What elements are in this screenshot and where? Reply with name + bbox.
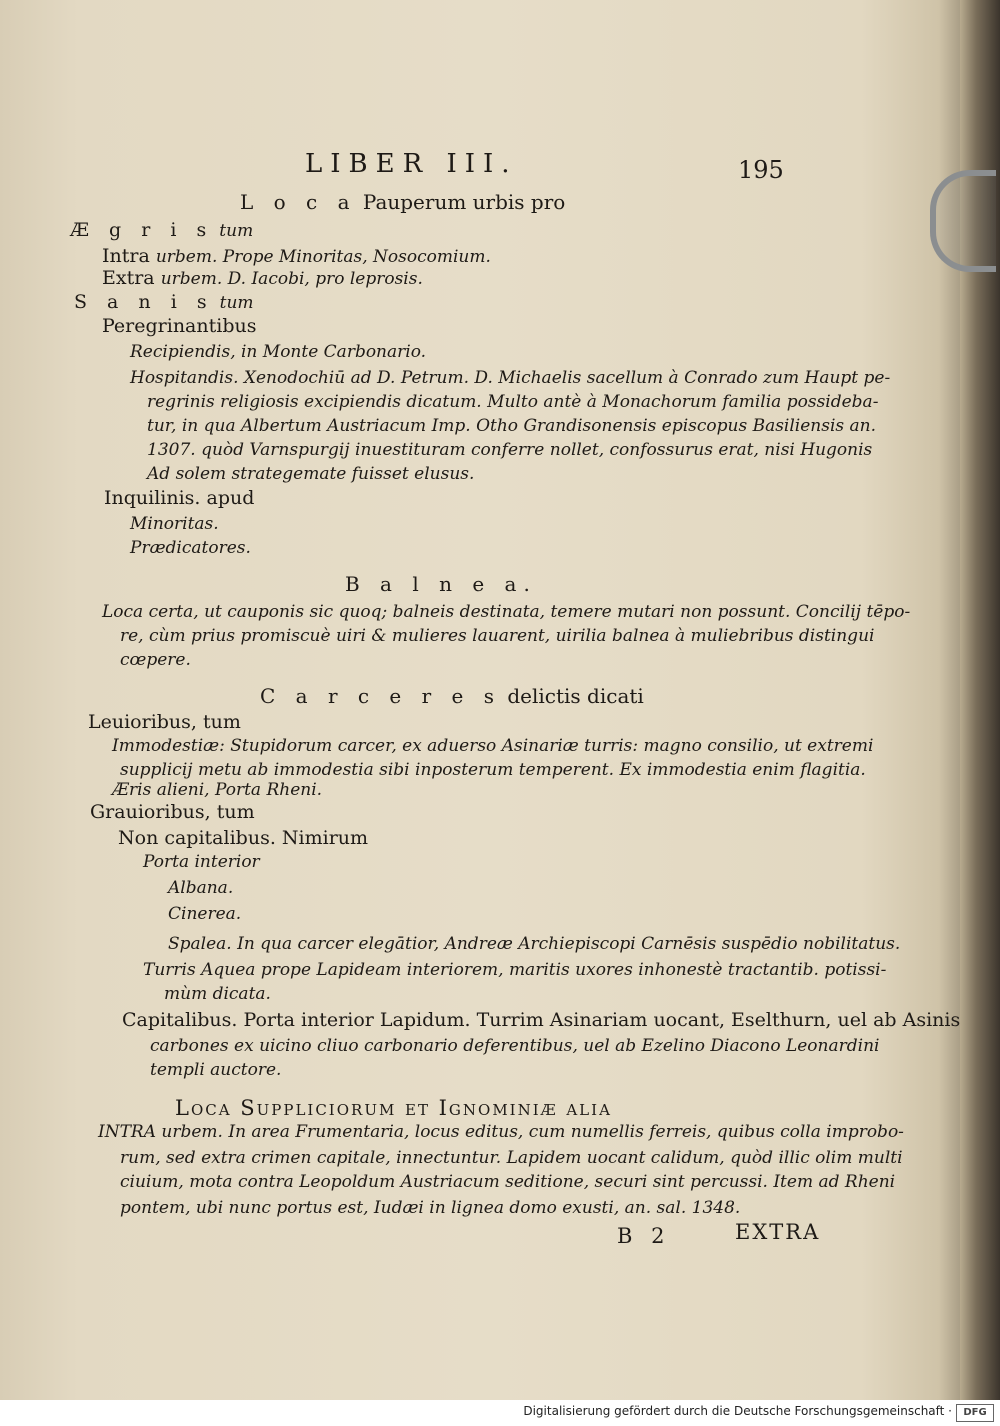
recipiendis-line: Recipiendis, in Monte Carbonario. [130, 342, 427, 362]
hospitandis-line-2: regrinis religiosis excipiendis dicatum. Multo antè à Monachorum familia possideba- [147, 392, 879, 412]
peregrinantibus-label: Peregrinantibus [102, 315, 257, 337]
supplicia-line-1: INTRA urbem. In area Frumentaria, locus editus, cum numellis ferreis, quibus colla improbo- [98, 1122, 904, 1142]
hospitandis-line-5: Ad solem strategemate fuisset elusus. [147, 464, 475, 484]
turris-aquea-line-2: mùm dicata. [164, 984, 271, 1004]
supplicia-line-3: ciuium, mota contra Leopoldum Austriacum seditione, securi sint percussi. Item ad Rheni [120, 1172, 896, 1192]
immodestiae-line-1: Immodestiæ: Stupidorum carcer, ex aduerso Asinariæ turris: magno consilio, ut extremi [112, 736, 874, 756]
turris-aquea-line-1: Turris Aquea prope Lapideam interiorem, maritis uxores inhonestè tractantib. potissi- [143, 960, 887, 980]
page-number: 195 [738, 156, 784, 184]
signature-mark: B 2 [617, 1224, 671, 1248]
section-heading-loca-pauperum: L o c a Pauperum urbis pro [240, 190, 566, 214]
digitization-credit: Digitalisierung gefördert durch die Deutsche Forschungsgemeinschaft · [523, 1404, 952, 1418]
balnea-line-1: Loca certa, ut cauponis sic quoq; balneis destinata, temere mutari non possunt. Concilij tēpo- [102, 602, 911, 622]
section-heading-supplicia: Loca Suppliciorum et Ignominiæ alia [175, 1096, 612, 1120]
running-head-title: LIBER III. [305, 149, 518, 179]
capitalibus-line-2: carbones ex uicino cliuo carbonario deferentibus, uel ab Ezelino Diacono Leonardini [150, 1036, 880, 1056]
paper-clip-icon [930, 170, 996, 272]
extra-urbem-line: Extra urbem. D. Iacobi, pro leprosis. [102, 267, 423, 289]
hospitandis-line-3: tur, in qua Albertum Austriacum Imp. Otho Grandisonensis episcopus Basiliensis an. [147, 416, 877, 436]
supplicia-line-4: pontem, ubi nunc portus est, Iudæi in lignea domo exusti, an. sal. 1348. [120, 1198, 741, 1218]
capitalibus-line-1: Capitalibus. Porta interior Lapidum. Turrim Asinariam uocant, Eselthurn, uel ab Asinis [122, 1009, 961, 1031]
balnea-line-3: cœpere. [120, 650, 191, 670]
grauioribus-label: Grauioribus, tum [90, 801, 255, 823]
inquilinis-label: Inquilinis. apud [104, 487, 255, 509]
leuioribus-label: Leuioribus, tum [88, 711, 241, 733]
hospitandis-line-1: Hospitandis. Xenodochiū ad D. Petrum. D. Michaelis sacellum à Conrado zum Haupt pe- [130, 368, 891, 388]
hospitandis-line-4: 1307. quòd Varnspurgij inuestituram conferre nollet, confossurus erat, nisi Hugonis [147, 440, 873, 460]
non-capitalibus-label: Non capitalibus. Nimirum [118, 827, 369, 849]
capitalibus-line-3: templi auctore. [150, 1060, 282, 1080]
sanis-label: S a n i s tum [74, 291, 254, 313]
intra-urbem-line: Intra urbem. Prope Minoritas, Nosocomium. [102, 245, 491, 267]
porta-interior-label: Porta interior [143, 852, 260, 872]
spalea-line: Spalea. In qua carcer elegātior, Andreæ Archiepiscopi Carnēsis suspēdio nobilitatus. [168, 934, 901, 954]
albana-line: Albana. [168, 878, 234, 898]
cinerea-line: Cinerea. [168, 904, 242, 924]
minoritas-line: Minoritas. [130, 514, 219, 534]
supplicia-line-2: rum, sed extra crimen capitale, innectuntur. Lapidem uocant calidum, quòd illic olim multi [120, 1148, 903, 1168]
aegris-label: Æ g r i s tum [70, 219, 254, 241]
praedicatores-line: Prædicatores. [130, 538, 251, 558]
section-heading-carceres: C a r c e r e s delictis dicati [260, 684, 644, 708]
section-heading-balnea: B a l n e a. [345, 572, 537, 596]
dfg-logo-icon: DFG [956, 1404, 994, 1422]
immodestiae-line-2: supplicij metu ab immodestia sibi inposterum temperent. Ex immodestia enim flagitia. [120, 760, 866, 780]
aeris-alieni-line: Æris alieni, Porta Rheni. [112, 780, 323, 800]
catchword: EXTRA [735, 1220, 821, 1244]
balnea-line-2: re, cùm prius promiscuè uiri & mulieres lauarent, uirilia balnea à muliebribus distingui [120, 626, 875, 646]
